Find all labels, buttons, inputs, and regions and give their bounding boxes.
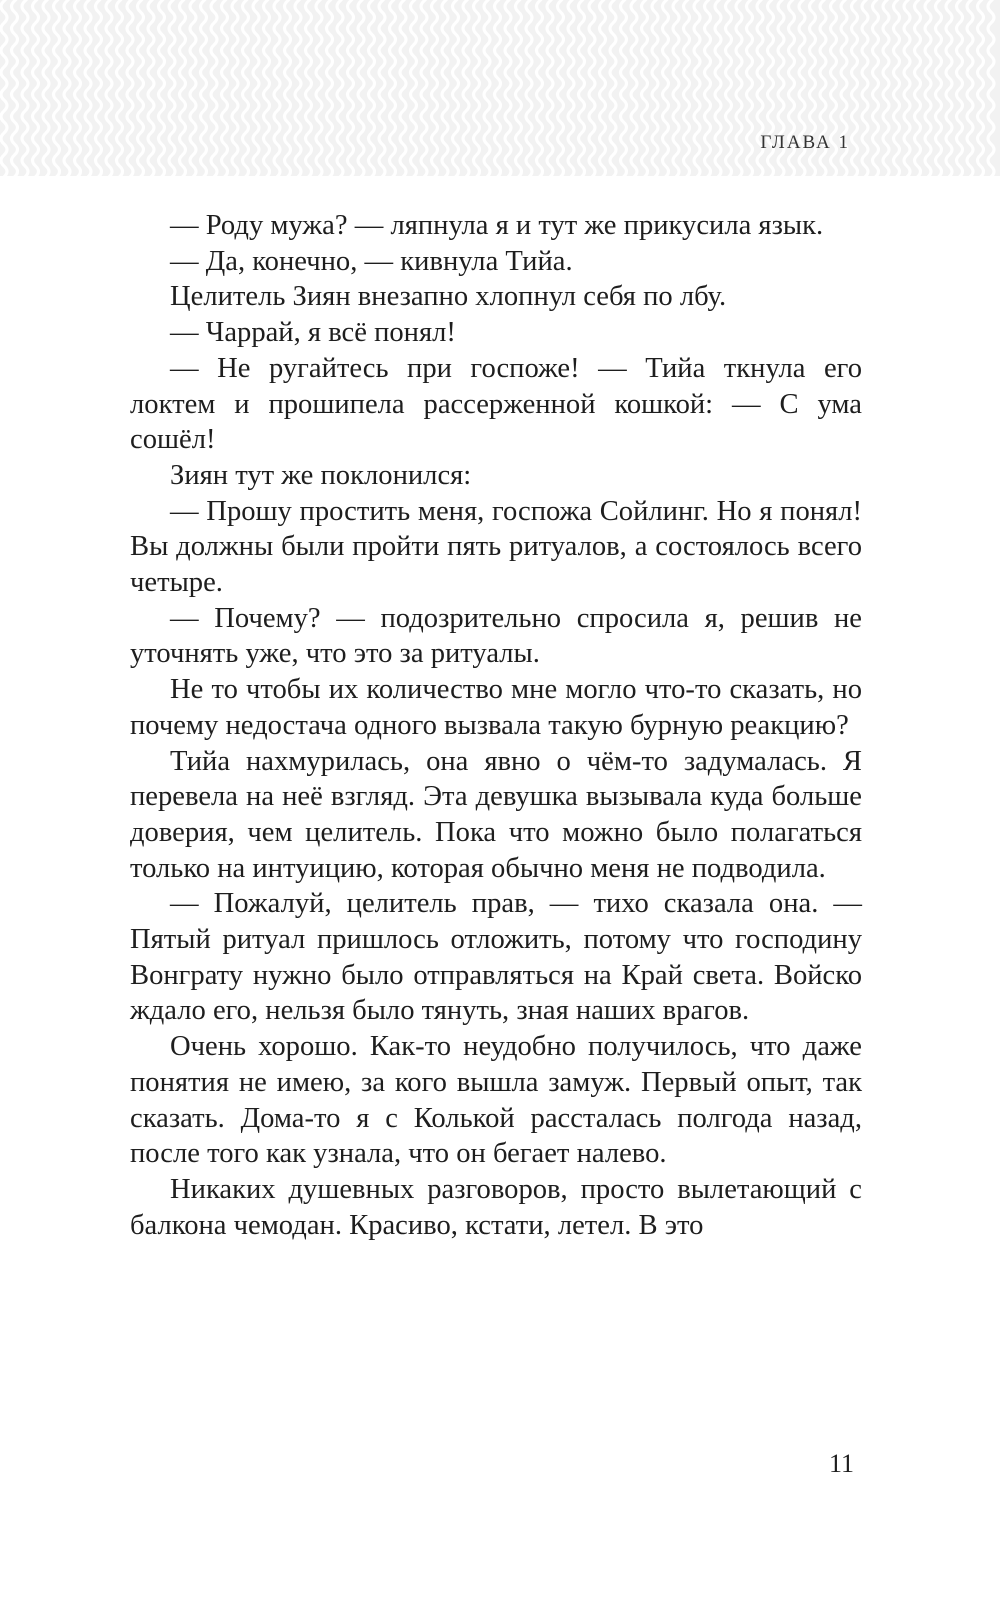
- wave-stripe: [390, 0, 396, 176]
- wave-stripe: [652, 0, 658, 176]
- wave-stripe: [526, 0, 532, 176]
- wave-stripe: [54, 0, 60, 176]
- wave-stripe: [978, 0, 984, 176]
- wave-stripe: [673, 0, 679, 176]
- wave-stripe: [85, 0, 91, 176]
- paragraph: Никаких душевных разговоров, просто вылетающий с балкона чемодан. Красиво, кстати, летел. В это: [130, 1173, 862, 1241]
- paragraph: — Роду мужа? — ляпнула я и тут же прикусила язык.: [170, 210, 824, 241]
- wave-stripe: [474, 0, 480, 176]
- page-number: 11: [828, 1449, 854, 1478]
- wave-stripe: [432, 0, 438, 176]
- wave-stripe: [222, 0, 228, 176]
- wave-stripe: [684, 0, 690, 176]
- wave-stripe: [621, 0, 627, 176]
- wave-stripe: [190, 0, 196, 176]
- wave-stripe: [505, 0, 511, 176]
- paragraph: — Прошу простить меня, госпожа Сойлинг. Но я понял! Вы должны были пройти пять ритуалов, а состоялось всего четыре.: [130, 495, 862, 599]
- wave-stripe: [295, 0, 301, 176]
- wave-stripe: [516, 0, 522, 176]
- wave-stripe: [201, 0, 207, 176]
- wave-stripe: [232, 0, 238, 176]
- paragraph: Очень хорошо. Как-то неудобно получилось, что даже понятия не имею, за кого вышла замуж. Первый опыт, так сказать. Дома-то я с Колькой рассталась полгода назад, после того как узнала, что он бегает налево.: [130, 1031, 862, 1170]
- wave-stripe: [243, 0, 249, 176]
- wave-stripe: [421, 0, 427, 176]
- wave-stripe: [264, 0, 270, 176]
- wave-stripe: [274, 0, 280, 176]
- paragraph: — Чаррай, я всё понял!: [170, 317, 456, 349]
- wave-stripe: [663, 0, 669, 176]
- wave-stripe: [337, 0, 343, 176]
- wave-stripe: [925, 0, 931, 176]
- wave-stripe: [33, 0, 39, 176]
- wave-stripe: [106, 0, 112, 176]
- wave-stripe: [694, 0, 700, 176]
- wave-stripe: [348, 0, 354, 176]
- paragraph: Целитель Зиян внезапно хлопнул себя по лбу.: [170, 281, 727, 313]
- wave-stripe: [894, 0, 900, 176]
- wave-stripe: [558, 0, 564, 176]
- wave-stripe: [159, 0, 165, 176]
- wave-stripe: [463, 0, 469, 176]
- wave-stripe: [117, 0, 123, 176]
- wave-stripe: [537, 0, 543, 176]
- wave-stripe: [862, 0, 868, 176]
- wave-stripe: [904, 0, 910, 176]
- wave-stripe: [988, 0, 994, 176]
- wave-stripe: [631, 0, 637, 176]
- paragraph: Не то чтобы их количество мне могло что-то сказать, но почему недостача одного вызвала такую бурную реакцию?: [130, 674, 862, 741]
- wave-pattern: [0, 0, 1000, 176]
- wave-stripe: [726, 0, 732, 176]
- wave-stripe: [579, 0, 585, 176]
- body-text: [130, 208, 862, 1243]
- wave-stripe: [852, 0, 858, 176]
- paragraph: — Пожалуй, целитель прав, — тихо сказала она. — Пятый ритуал пришлось отложить, потому что господину Вонграту нужно было отправляться на Край света. Войско ждало его, нельзя было тянуть, зная наших врагов.: [130, 888, 862, 1027]
- wave-stripe: [453, 0, 459, 176]
- wave-stripe: [148, 0, 154, 176]
- wave-stripe: [589, 0, 595, 176]
- paragraph: — Не ругайтесь при госпоже! — Тийа ткнула его локтем и прошипела рассерженной кошкой: — С ума сошёл!: [130, 352, 862, 456]
- wave-stripe: [442, 0, 448, 176]
- wave-stripe: [642, 0, 648, 176]
- wave-stripe: [306, 0, 312, 176]
- wave-stripe: [169, 0, 175, 176]
- chapter-title: ГЛАВА 1: [760, 132, 850, 153]
- wave-stripe: [180, 0, 186, 176]
- wave-stripe: [967, 0, 973, 176]
- wave-stripe: [705, 0, 711, 176]
- wave-stripe: [610, 0, 616, 176]
- wave-stripe: [715, 0, 721, 176]
- wave-stripe: [495, 0, 501, 176]
- wave-stripe: [43, 0, 49, 176]
- wave-stripe: [285, 0, 291, 176]
- wave-stripe: [369, 0, 375, 176]
- wave-stripe: [12, 0, 18, 176]
- wave-stripe: [316, 0, 322, 176]
- wave-stripe: [138, 0, 144, 176]
- wave-stripe: [75, 0, 81, 176]
- wave-stripe: [484, 0, 490, 176]
- paragraph: — Да, конечно, — кивнула Тийа.: [170, 245, 573, 277]
- wave-stripe: [96, 0, 102, 176]
- wave-stripe: [22, 0, 28, 176]
- paragraph: — Почему? — подозрительно спросила я, решив не уточнять уже, что это за ритуалы.: [130, 602, 862, 670]
- wave-stripe: [736, 0, 742, 176]
- wave-stripe: [936, 0, 942, 176]
- wave-stripe: [600, 0, 606, 176]
- paragraph: Тийа нахмурилась, она явно о чём-то задумалась. Я перевела на неё взгляд. Эта девушка вызывала куда больше доверия, чем целитель. Пока что можно было полагаться только на интуицию, которая обычно меня не подводила.: [130, 745, 862, 884]
- wave-stripe: [211, 0, 217, 176]
- wave-stripe: [883, 0, 889, 176]
- wave-stripe: [358, 0, 364, 176]
- wave-stripe: [411, 0, 417, 176]
- wave-stripe: [400, 0, 406, 176]
- wave-stripe: [547, 0, 553, 176]
- wave-stripe: [946, 0, 952, 176]
- wave-stripe: [327, 0, 333, 176]
- wave-stripe: [64, 0, 70, 176]
- wave-stripe: [568, 0, 574, 176]
- wave-stripe: [127, 0, 133, 176]
- wave-stripe: [873, 0, 879, 176]
- wave-stripe: [1, 0, 7, 176]
- wave-stripe: [253, 0, 259, 176]
- wave-stripe: [747, 0, 753, 176]
- header-band: [0, 0, 1000, 176]
- wave-stripe: [915, 0, 921, 176]
- paragraph: Зиян тут же поклонился:: [170, 459, 472, 491]
- wave-stripe: [379, 0, 385, 176]
- wave-stripe: [957, 0, 963, 176]
